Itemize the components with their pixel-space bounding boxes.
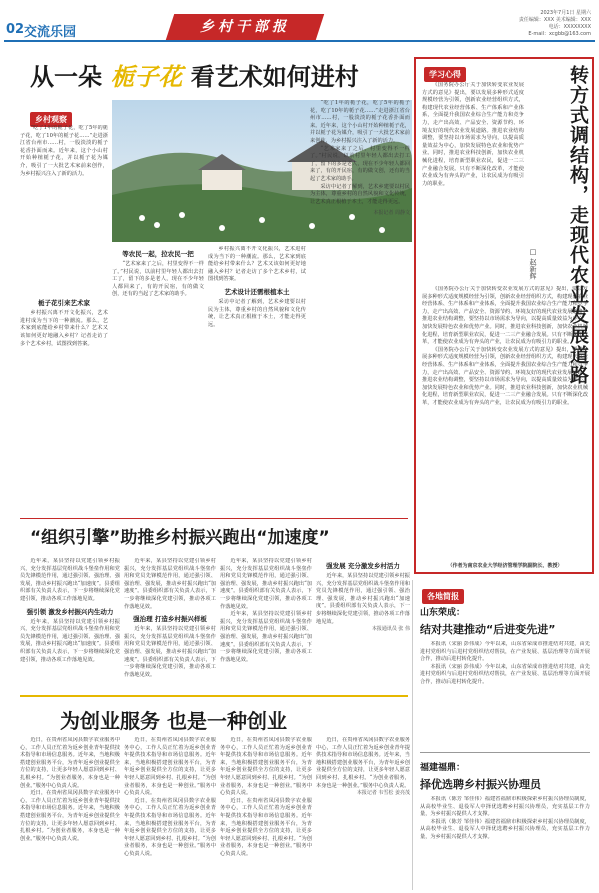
sidebar-body-lower: 《国务院办公厅关于加快转变农业发展方式的意见》提出，要以发展多种形式适度规模经营为引领，创新农业经营组织方式，构建现代农业经营体系、生产体系和产业体系，全面提升我国农业综合生产能力和竞争力，走产出高效、产品安全、资源节约、环境友好的现代农业发展道路。推进农业结构调整，要坚持以市场需求为导向，以提高质量效益为中心，加快发展特色农业和优势产业。同时，推进农业科技创新，加快农业机械化进程，培育新型职业农民，促进一二三产业融合发展。只有不断深化改革，才能使农业成为有奔头的产业，让农民成为有吸引力的职业。 《国务院办公厅关于加快转变农业发展方式的意见》提出，要以发展多种形式适度规模经营为引领，创新农业经营组织方式，构建现代农业经营体系、生产体系和产业体系，全面提升我国农业综合生产能力和竞争力，走产出高效、产品安全、资源节约、环境友好的现代农业发展道路。推进农业结构调整，要坚持以市场需求为导向，以提高质量效益为中心，加快发展特色农业和优势产业。同时，推进农业科技创新，加快农业机械化进程，培育新型职业农民，促进一二三产业融合发展。只有不断深化改革，才能使农业成为有奔头的产业，让农民成为有吸引力的职业。 xyxy=(422,286,588,406)
headline-highlight: 栀子花 xyxy=(110,63,183,91)
masthead-text: 乡村干部报 xyxy=(200,19,290,35)
news-divider xyxy=(420,752,590,753)
yellow-divider xyxy=(20,695,408,697)
sidebar-body: 《国务院办公厅关于加快转变农业发展方式的意见》提出，要以发展多种形式适度规模经营为引领，创新农业经营组织方式，构建现代农业经营体系、生产体系和产业体系，全面提升我国农业综合生产能力和竞争力，走产出高效、产品安全、资源节约、环境友好的现代农业发展道路。推进农业结构调整，要坚持以市场需求为导向，以提高质量效益为中心，加快发展特色农业和优势产业。同时，推进农业科技创新，加快农业机械化进程，培育新型职业农民，促进一二三产业融合发展。只有不断深化改革，才能使农业成为有奔头的产业，让农民成为有吸引力的职业。 xyxy=(422,82,524,187)
column-divider xyxy=(412,580,413,890)
youth-byline: 本报记者 韦雪松 姜亮茂 xyxy=(356,790,410,797)
youth-column-4: 近日，在贵州省凤冈县数字农业服务中心，工作人员正忙着为返乡创业青年提供技术指导和市场信息服务。近年来，当地积极搭建创业服务平台，为青年返乡创业提供全方位的支持，让更多年轻人愿意回到乡村、扎根乡村。“为创业者服务，本身也是一种创业。”服务中心负责人说。 本报记者 韦雪松 姜亮茂 xyxy=(316,737,410,797)
page-number: 02 xyxy=(6,22,25,37)
art-column-4: “吃了1年的栀子花，吃了5年的栀子花，吃了10年的栀子花……”走进浙江省台州市……村，一股淡淡的栀子花香扑面而来。近年来，这个小山村开始种植栀子花，并以栀子花为媒介，吸引了一大批艺术家前来创作，为乡村振兴注入了新的活力。 “艺术家来了之后，村里变得不一样了。”村民说，以前村里年轻人都出去打工了，留下的多是老人，现在不少年轻人都回来了，有的开民宿，有的做文创，还有的当起了艺术家的助手。 采访中记者了解到，艺术乡建要以村民为主体，尊重乡村的自然风貌和文化传统，让艺术真正根植于本土，才能走得更远。 本报记者 周静文 xyxy=(310,100,410,217)
sidebar-footer: （作者为南京农业大学经济管理学院副院长、教授） xyxy=(447,563,563,569)
art-tag: 乡村观察 xyxy=(30,107,72,127)
party-byline: 本报通讯员 张 伟 xyxy=(371,626,410,633)
art-column-3: 乡村振兴离不开文化振兴，艺术进村成为当下的一种潮流。那么，艺术家到底能给乡村带来什么？艺术又该如何更好地融入乡村？记者走访了多个艺术乡村，试图找到答案。 艺术设计还需根植本土 采访中记者了解到，艺术乡建要以村民为主体，尊重乡村的自然风貌和文化传统，让艺术真正根植于本土，才能走得更远。 xyxy=(208,246,306,328)
news-item-body: 本报讯（宋丽 彭伟成）今年以来，山东省荣成市推进结对共建，由先进村党组织与后进村党组织结对帮扶，在产业发展、基层治理等方面开展合作，推动后进村转化提升。 本报讯（宋丽 彭伟成）今年以来，山东省荣成市推进结对共建，由先进村党组织与后进村党组织结对帮扶，在产业发展、基层治理等方面开展合作，推动后进村转化提升。 xyxy=(420,641,590,685)
meta-line: 电话：XXXXXXXX xyxy=(548,24,591,30)
news-item-2 xyxy=(420,760,590,891)
meta-line: E-mail：xcgbb@163.com xyxy=(528,31,591,37)
masthead-banner xyxy=(166,14,324,40)
sidebar-tag: 学习心得 xyxy=(424,62,466,82)
art-byline: 本报记者 周静文 xyxy=(373,210,410,217)
sidebar-author: □ 赵新辉 xyxy=(529,248,537,280)
party-column-3: 近年来，某县坚持以党建引领乡村振兴，充分发挥基层党组织战斗堡垒作用和党员先锋模范作用，通过强引领、强治理、强发展，推动乡村振兴跑出“加速度”。县委组织部有关负责人表示，下一步将继续深化党建引领，推动各项工作落地见效。 近年来，某县坚持以党建引领乡村振兴，充分发挥基层党组织战斗堡垒作用和党员先锋模范作用，通过强引领、强治理、强发展，推动乡村振兴跑出“加速度”。县委组织部有关负责人表示，下一步将继续深化党建引领，推动各项工作落地见效。 xyxy=(220,558,312,663)
art-column-2: 等农民一起，拉农民一把 “艺术家来了之后，村里变得不一样了。”村民说，以前村里年轻人都出去打工了，留下的多是老人，现在不少年轻人都回来了，有的开民宿，有的做文创，还有的当起了艺术家的助手。 xyxy=(112,250,204,298)
issue-meta xyxy=(456,10,591,38)
header-rule xyxy=(4,40,595,42)
section-divider xyxy=(20,518,408,519)
meta-line: 2023年7月1日 星期六 xyxy=(540,10,591,16)
youth-column-3: 近日，在贵州省凤冈县数字农业服务中心，工作人员正忙着为返乡创业青年提供技术指导和市场信息服务。近年来，当地积极搭建创业服务平台，为青年返乡创业提供全方位的支持，让更多年轻人愿意回到乡村、扎根乡村。“为创业者服务，本身也是一种创业。”服务中心负责人说。 近日，在贵州省凤冈县数字农业服务中心，工作人员正忙着为返乡创业青年提供技术指导和市场信息服务。近年来，当地积极搭建创业服务平台，为青年返乡创业提供全方位的支持，让更多年轻人愿意回到乡村、扎根乡村。“为创业者服务，本身也是一种创业。”服务中心负责人说。 xyxy=(220,737,312,857)
news-item-location: 福建福鼎： xyxy=(420,763,466,773)
news-item-1 xyxy=(420,605,590,761)
news-item-title: 择优选聘乡村振兴协理员 xyxy=(420,778,541,791)
news-item-location: 山东荣成： xyxy=(420,608,466,618)
sidebar-title: 转方式调结构，走现代农业发展道路 xyxy=(567,65,589,385)
art-column-1: “吃了1年的栀子花，吃了5年的栀子花，吃了10年的栀子花……”走进浙江省台州市……村，一股淡淡的栀子花香扑面而来。近年来，这个小山村开始种植栀子花，并以栀子花为媒介，吸引了一大批艺术家前来创作，为乡村振兴注入了新的活力。 栀子花引来艺术家 乡村振兴离不开文化振兴，艺术进村成为当下的一种潮流。那么，艺术家到底能给乡村带来什么？艺术又该如何更好地融入乡村？记者走访了多个艺术乡村，试图找到答案。 xyxy=(20,125,108,347)
section-name: 交流乐园 xyxy=(24,25,77,40)
youth-column-1: 近日，在贵州省凤冈县数字农业服务中心，工作人员正忙着为返乡创业青年提供技术指导和市场信息服务。近年来，当地积极搭建创业服务平台，为青年返乡创业提供全方位的支持，让更多年轻人愿意回到乡村、扎根乡村。“为创业者服务，本身也是一种创业。”服务中心负责人说。 近日，在贵州省凤冈县数字农业服务中心，工作人员正忙着为返乡创业青年提供技术指导和市场信息服务。近年来，当地积极搭建创业服务平台，为青年返乡创业提供全方位的支持，让更多年轻人愿意回到乡村、扎根乡村。“为创业者服务，本身也是一种创业。”服务中心负责人说。 xyxy=(20,737,120,842)
party-column-2: 近年来，某县坚持以党建引领乡村振兴，充分发挥基层党组织战斗堡垒作用和党员先锋模范作用，通过强引领、强治理、强发展，推动乡村振兴跑出“加速度”。县委组织部有关负责人表示，下一步将继续深化党建引领，推动各项工作落地见效。 强治理 打造乡村振兴样板 近年来，某县坚持以党建引领乡村振兴，充分发挥基层党组织战斗堡垒作用和党员先锋模范作用，通过强引领、强治理、强发展，推动乡村振兴跑出“加速度”。县委组织部有关负责人表示，下一步将继续深化党建引领，推动各项工作落地见效。 xyxy=(124,558,216,678)
newspaper-header xyxy=(0,0,599,42)
news-item-title: 结对共建推动“后进变先进” xyxy=(420,623,556,636)
news-item-body: 本报讯（陈芳 邹佳伟）福建省福鼎市积极探索乡村振兴协理员制度，从高校毕业生、退役军人中择优选聘乡村振兴协理员，充实基层工作力量，为乡村振兴提供人才支撑。 本报讯（陈芳 邹佳伟）福建省福鼎市积极探索乡村振兴协理员制度，从高校毕业生、退役军人中择优选聘乡村振兴协理员，充实基层工作力量，为乡村振兴提供人才支撑。 xyxy=(420,796,590,840)
party-headline: “组织引擎”助推乡村振兴跑出“加速度” xyxy=(30,528,330,548)
youth-column-2: 近日，在贵州省凤冈县数字农业服务中心，工作人员正忙着为返乡创业青年提供技术指导和市场信息服务。近年来，当地积极搭建创业服务平台，为青年返乡创业提供全方位的支持，让更多年轻人愿意回到乡村、扎根乡村。“为创业者服务，本身也是一种创业。”服务中心负责人说。 近日，在贵州省凤冈县数字农业服务中心，工作人员正忙着为返乡创业青年提供技术指导和市场信息服务。近年来，当地积极搭建创业服务平台，为青年返乡创业提供全方位的支持，让更多年轻人愿意回到乡村、扎根乡村。“为创业者服务，本身也是一种创业。”服务中心负责人说。 xyxy=(124,737,216,857)
party-column-4: 强发展 充分激发乡村活力 近年来，某县坚持以党建引领乡村振兴，充分发挥基层党组织战斗堡垒作用和党员先锋模范作用，通过强引领、强治理、强发展，推动乡村振兴跑出“加速度”。县委组织部有关负责人表示，下一步将继续深化党建引领，推动各项工作落地见效。 本报通讯员 张 伟 xyxy=(316,562,410,633)
youth-headline: 为创业服务 也是一种创业 xyxy=(60,709,287,733)
news-tag: 各地简报 xyxy=(422,584,464,604)
art-headline: 从一朵 栀子花 看艺术如何进村 xyxy=(30,63,359,91)
meta-line: 责任编辑：XXX 美术编辑：XXX xyxy=(518,17,591,23)
party-column-1: 近年来，某县坚持以党建引领乡村振兴，充分发挥基层党组织战斗堡垒作用和党员先锋模范作用，通过强引领、强治理、强发展，推动乡村振兴跑出“加速度”。县委组织部有关负责人表示，下一步将继续深化党建引领，推动各项工作落地见效。 强引领 激发乡村振兴内生动力 近年来，某县坚持以党建引领乡村振兴，充分发挥基层党组织战斗堡垒作用和党员先锋模范作用，通过强引领、强治理、强发展，推动乡村振兴跑出“加速度”。县委组织部有关负责人表示，下一步将继续深化党建引领，推动各项工作落地见效。 xyxy=(20,558,120,663)
